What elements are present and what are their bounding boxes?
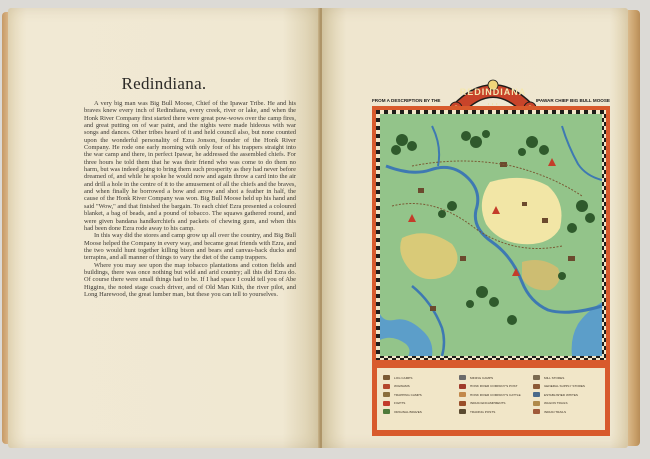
legend-swatch <box>533 401 540 406</box>
paragraph: Where you may see upon the map tobacco plantations and cotton fields and buildings, there was once nothing but wild and arid country; all this did Ezra do. Of course there were small things had to be. If I had space I could tell you of Abe Higgins, the noted stage coach driver, and of Old Man Kith, the river pilot, and Long Harewood, the great lumber man, but these you can tell to yourselves. <box>84 261 296 298</box>
legend-item: HONK RIVER COMPANY'S POST <box>459 383 531 390</box>
legend-column <box>533 374 605 417</box>
legend-item: LOG CAMPS <box>383 374 455 381</box>
legend-column <box>459 374 531 417</box>
paragraph: In this way did the stores and camp grow up all over the country, and Big Bull Moose helped the Company in every way, and became great friends with Ezra, and the two would hunt together killing bison and bears and canvas-back ducks and terrapins, and all manner of things to vary the diet of the camp trappers. <box>84 232 296 262</box>
legend-swatch <box>459 392 466 397</box>
legend-swatch <box>533 392 540 397</box>
legend-swatch <box>459 384 466 389</box>
legend-column <box>383 374 455 417</box>
header-right-text: IPAWAR CHIEF BIG BULL MOOSE <box>535 98 610 103</box>
legend-item: FIGHTS <box>383 400 455 407</box>
map-plate <box>365 78 617 448</box>
legend-panel <box>377 368 605 430</box>
legend-item: MILL STORES <box>533 374 605 381</box>
legend-swatch <box>383 401 390 406</box>
book-cover-edge-right <box>628 10 640 446</box>
header-left-text: FROM A DESCRIPTION BY THE <box>372 98 441 103</box>
legend-swatch <box>383 409 390 414</box>
legend-item: INDIAN TRAILS <box>533 408 605 415</box>
legend-swatch <box>459 401 466 406</box>
legend-item: ESTABLISHED WHITES <box>533 391 605 398</box>
legend-item: MINING CAMPS <box>459 374 531 381</box>
map-title: REDINDIANA <box>459 87 527 97</box>
legend-swatch <box>533 409 540 414</box>
map-border <box>372 106 610 364</box>
legend-item: TRAPPING CAMPS <box>383 391 455 398</box>
legend-swatch <box>383 375 390 380</box>
legend-item: ORIGINAL BRAVES <box>383 408 455 415</box>
legend-item: GENERAL SUPPLY STORES <box>533 383 605 390</box>
legend-swatch <box>383 384 390 389</box>
map-title-ornament: • • • <box>487 102 499 106</box>
legend-swatch <box>533 384 540 389</box>
map-legend <box>372 364 610 436</box>
legend-item: HONK RIVER COMPANY'S CATTLE <box>459 391 531 398</box>
legend-swatch <box>459 375 466 380</box>
legend-item: TRADING POSTS <box>459 408 531 415</box>
legend-item: INDIAN ENCAMPMENTS <box>459 400 531 407</box>
legend-swatch <box>383 392 390 397</box>
page-title: Redindiana. <box>121 74 207 93</box>
body-text <box>84 100 296 298</box>
map-illustration <box>372 106 610 364</box>
legend-swatch <box>533 375 540 380</box>
legend-item: WIGWAMS <box>383 383 455 390</box>
legend-item: WAGON TRAILS <box>533 400 605 407</box>
paragraph: A very big man was Big Bull Moose, Chief of the Ipawar Tribe. He and his braves knew every inch of Redindiana, every creek, river or lake, and when the Honk River Company first started there were great pow-wows over the camp fires, and great putting on of war paint, and the nights were made hideous with war songs and dances. Other tribes heard of it and held council also, but none counted upon the wonderful personality of Ezra Jonson, founder of the Honk River Company. He rode one early morning with only four of his trappers straight into the war camp and there, in perfect Ipawar, he addressed the assembled chiefs. For three hours he told them that he was their friend who was come to do them no harm, but was indeed going to bring them such prosperity as they had never before dreamed of, and while he spoke he would now and again throw a card into the air and drill a hole in the centre of it to the amusement of all the chiefs and the braves, and when finally he borrowed a bow and arrow and shot a feather in half, the cause of the Honk River Company was won. Big Bull Moose held up his hand and said "Wow," and that finished the bargain. To each chief Ezra presented a coloured blanket, a bag of beads, and a pound of tobacco. The squaws gathered round, and were given bandana handkerchiefs and packets of chewing gum, and when this had been done Ezra rode away to his camp. <box>84 100 296 232</box>
legend-swatch <box>459 409 466 414</box>
